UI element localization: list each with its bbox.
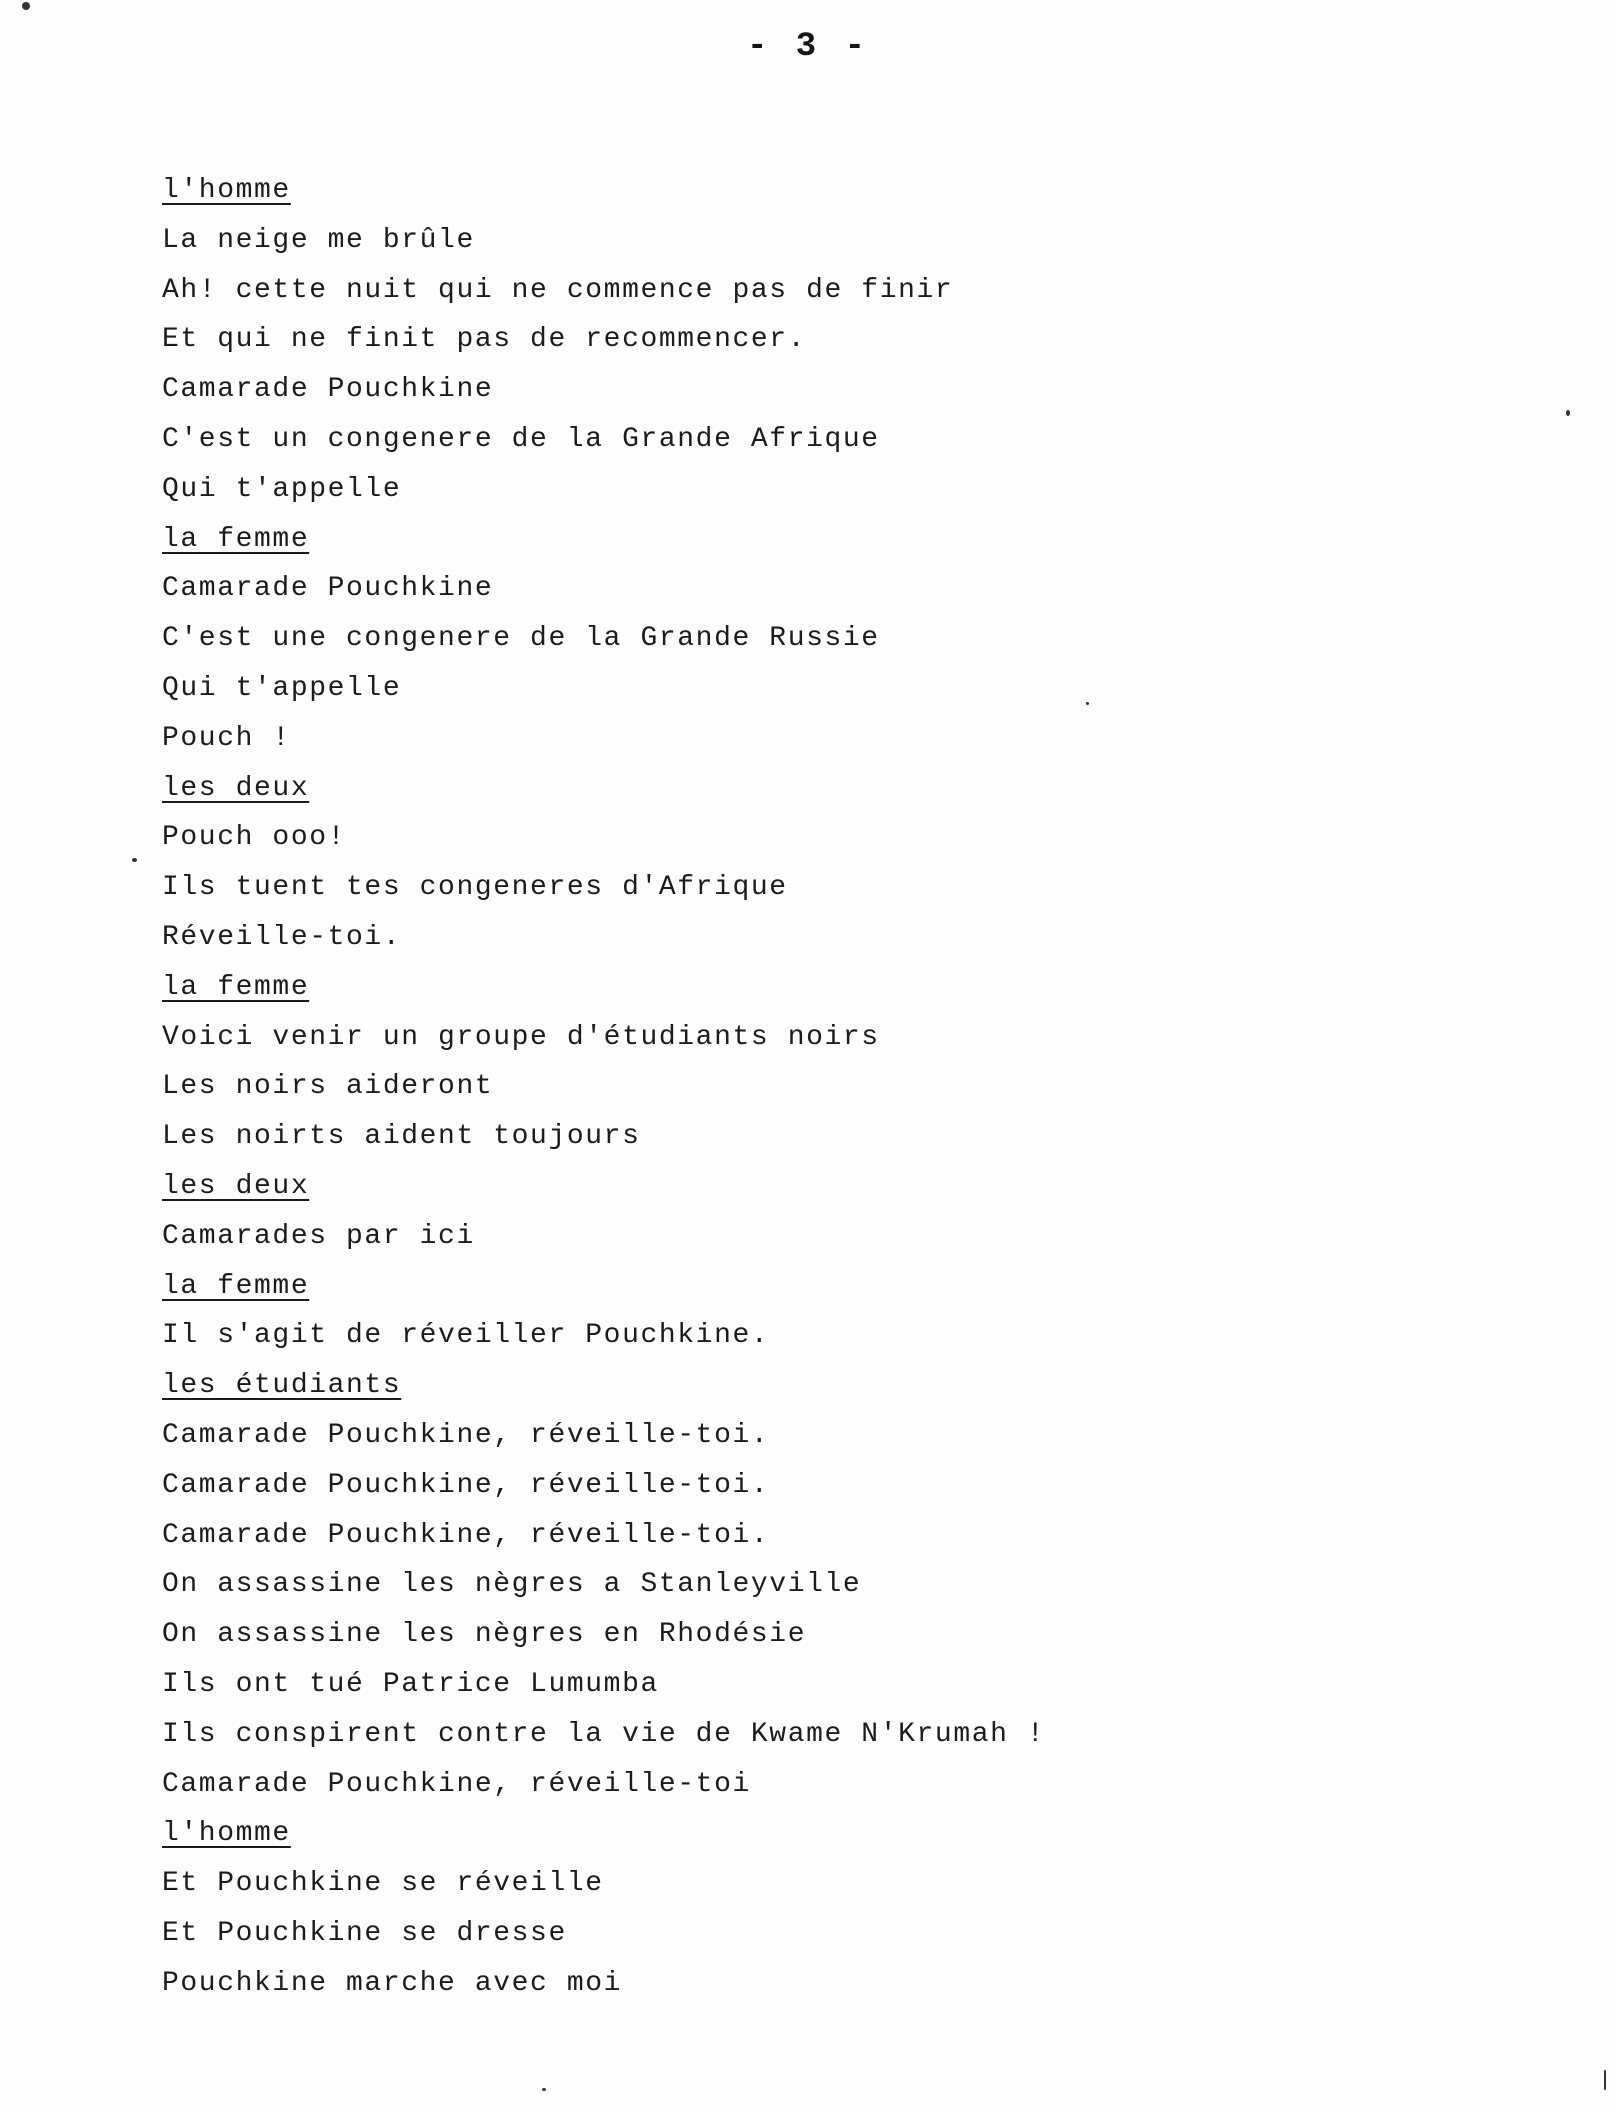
dialogue-line bbox=[162, 1859, 1462, 1909]
dialogue-text: Camarade Pouchkine bbox=[162, 573, 494, 605]
dialogue-text: Camarade Pouchkine, réveille-toi. bbox=[162, 1519, 770, 1551]
dialogue-line bbox=[162, 1112, 1462, 1162]
scan-speck bbox=[542, 2088, 546, 2091]
dialogue-line bbox=[162, 1660, 1462, 1710]
scan-speck bbox=[1086, 702, 1089, 705]
dialogue-text: C'est un congenere de la Grande Afrique bbox=[162, 423, 880, 455]
dialogue-text: Ah! cette nuit qui ne commence pas de finir bbox=[162, 274, 954, 306]
dialogue-line bbox=[162, 266, 1462, 316]
dialogue-text: Ils ont tué Patrice Lumumba bbox=[162, 1668, 659, 1700]
speaker-name bbox=[162, 1162, 1462, 1212]
dialogue-text: Camarade Pouchkine, réveille-toi. bbox=[162, 1419, 770, 1451]
page-number: - 3 - bbox=[746, 28, 870, 66]
speaker-label: les deux bbox=[162, 1170, 310, 1202]
dialogue-text: La neige me brûle bbox=[162, 224, 475, 256]
dialogue-line bbox=[162, 1610, 1462, 1660]
dialogue-text: Pouch ! bbox=[162, 722, 291, 754]
dialogue-text: Et Pouchkine se dresse bbox=[162, 1917, 567, 1949]
dialogue-line bbox=[162, 415, 1462, 465]
dialogue-line bbox=[162, 1212, 1462, 1262]
dialogue-text: On assassine les nègres a Stanleyville bbox=[162, 1569, 862, 1601]
dialogue-line bbox=[162, 1311, 1462, 1361]
dialogue-text: Camarade Pouchkine bbox=[162, 374, 494, 406]
scan-speck bbox=[22, 2, 30, 10]
dialogue-text: Et qui ne finit pas de recommencer. bbox=[162, 324, 807, 356]
dialogue-text: Les noirts aident toujours bbox=[162, 1121, 641, 1153]
dialogue-line bbox=[162, 216, 1462, 266]
speaker-label: l'homme bbox=[162, 175, 291, 206]
dialogue-text: Camarades par ici bbox=[162, 1220, 475, 1252]
speaker-name bbox=[162, 1361, 1462, 1411]
dialogue-line bbox=[162, 1959, 1462, 2009]
speaker-label: la femme bbox=[162, 971, 310, 1003]
dialogue-text: Qui t'appelle bbox=[162, 672, 402, 704]
dialogue-line bbox=[162, 1411, 1462, 1461]
speaker-name bbox=[162, 963, 1462, 1013]
dialogue-line bbox=[162, 1511, 1462, 1561]
speaker-name bbox=[162, 166, 1462, 216]
speaker-name bbox=[162, 764, 1462, 814]
speaker-label: la femme bbox=[162, 1270, 310, 1302]
dialogue-line bbox=[162, 365, 1462, 415]
dialogue-line bbox=[162, 1710, 1462, 1760]
scan-speck bbox=[132, 858, 137, 862]
speaker-name bbox=[162, 515, 1462, 565]
dialogue-text: Il s'agit de réveiller Pouchkine. bbox=[162, 1320, 770, 1352]
dialogue-text: C'est une congenere de la Grande Russie bbox=[162, 623, 880, 655]
speaker-name bbox=[162, 1262, 1462, 1312]
speaker-label: les deux bbox=[162, 772, 310, 804]
speaker-name bbox=[162, 1809, 1462, 1859]
dialogue-text: On assassine les nègres en Rhodésie bbox=[162, 1619, 807, 1651]
script-text bbox=[162, 166, 1462, 2008]
dialogue-line bbox=[162, 1461, 1462, 1511]
dialogue-line bbox=[162, 813, 1462, 863]
dialogue-text: Ils tuent tes congeneres d'Afrique bbox=[162, 872, 788, 904]
speaker-label: la femme bbox=[162, 523, 310, 555]
dialogue-line bbox=[162, 1560, 1462, 1610]
dialogue-line bbox=[162, 1013, 1462, 1063]
dialogue-text: Et Pouchkine se réveille bbox=[162, 1868, 604, 1900]
dialogue-line bbox=[162, 664, 1462, 714]
scan-speck bbox=[1566, 410, 1570, 416]
dialogue-text: Pouchkine marche avec moi bbox=[162, 1967, 623, 1999]
dialogue-line bbox=[162, 863, 1462, 913]
scan-speck bbox=[1604, 2070, 1606, 2090]
dialogue-text: Les noirs aideront bbox=[162, 1071, 494, 1103]
dialogue-text: Pouch ooo! bbox=[162, 822, 347, 854]
dialogue-text: Voici venir un groupe d'étudiants noirs bbox=[162, 1021, 880, 1053]
dialogue-line bbox=[162, 465, 1462, 515]
dialogue-text: Réveille-toi. bbox=[162, 921, 402, 953]
dialogue-line bbox=[162, 714, 1462, 764]
dialogue-line bbox=[162, 614, 1462, 664]
dialogue-line bbox=[162, 913, 1462, 963]
dialogue-text: Camarade Pouchkine, réveille-toi bbox=[162, 1768, 751, 1800]
dialogue-text: Camarade Pouchkine, réveille-toi. bbox=[162, 1469, 770, 1501]
dialogue-line bbox=[162, 1062, 1462, 1112]
dialogue-line bbox=[162, 1909, 1462, 1959]
dialogue-line bbox=[162, 315, 1462, 365]
speaker-label: les étudiants bbox=[162, 1370, 402, 1402]
dialogue-line bbox=[162, 564, 1462, 614]
speaker-label: l'homme bbox=[162, 1818, 291, 1850]
dialogue-text: Qui t'appelle bbox=[162, 473, 402, 505]
dialogue-line bbox=[162, 1760, 1462, 1810]
dialogue-text: Ils conspirent contre la vie de Kwame N'Krumah ! bbox=[162, 1718, 1046, 1750]
